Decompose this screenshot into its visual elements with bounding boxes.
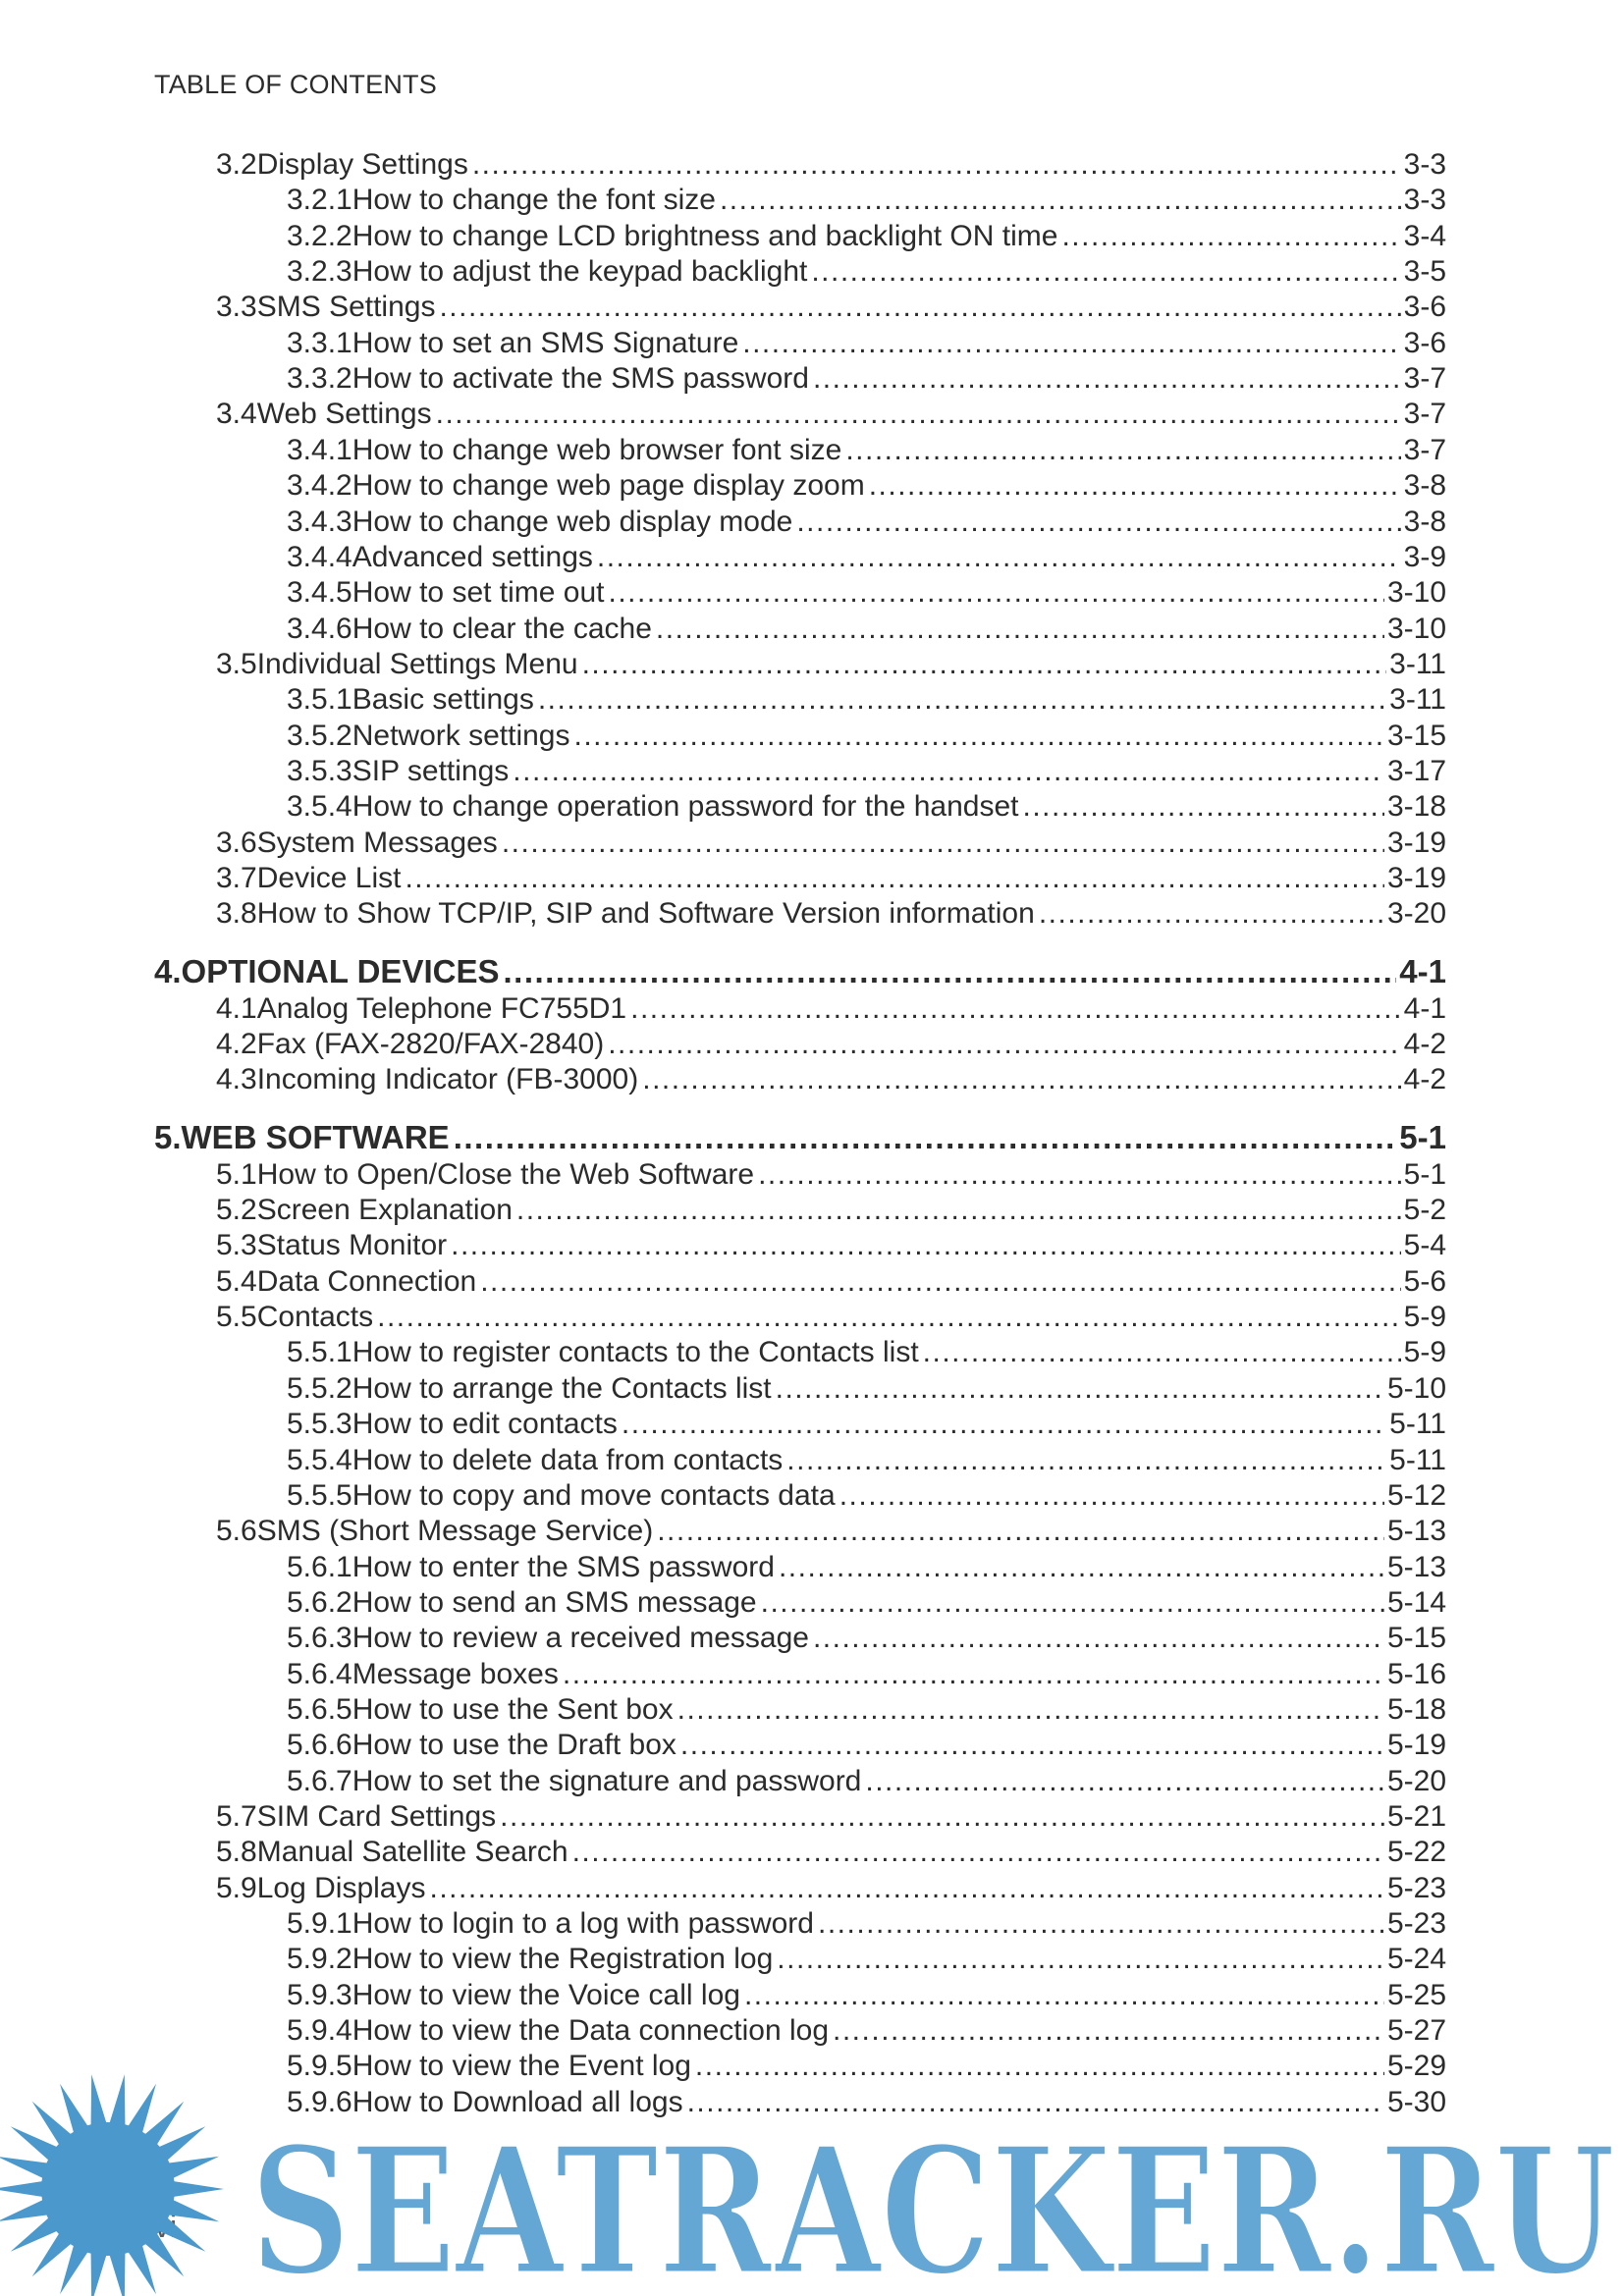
toc-entry-page: 3-9 (1403, 541, 1446, 573)
toc-entry-title: How to change LCD brightness and backlight ON time (352, 220, 1058, 252)
toc-entry-number: 5.9.2 (287, 1943, 352, 1975)
toc-entry-page: 3-3 (1403, 148, 1446, 181)
toc-entry-title: How to adjust the keypad backlight (352, 255, 808, 288)
toc-entry[interactable] (287, 2013, 1446, 2049)
toc-entry-number: 3.5.2 (287, 720, 352, 752)
toc-entry[interactable] (216, 1300, 1446, 1335)
toc-entry-title: How to enter the SMS password (352, 1551, 775, 1583)
toc-leader-dots (480, 1264, 1400, 1300)
toc-entry-page: 3-5 (1403, 255, 1446, 288)
toc-leader-dots (377, 1300, 1401, 1335)
toc-leader-dots (845, 433, 1400, 468)
toc-leader-dots (630, 991, 1401, 1027)
toc-entry[interactable] (216, 1835, 1446, 1870)
toc-entry-title: Message boxes (352, 1658, 559, 1690)
toc-entry[interactable] (287, 254, 1446, 290)
toc-entry[interactable] (287, 1657, 1446, 1692)
toc-entry-title: Manual Satellite Search (256, 1836, 568, 1868)
toc-entry-title: How to edit contacts (352, 1408, 618, 1440)
toc-entry[interactable] (216, 397, 1446, 432)
toc-entry[interactable] (287, 1371, 1446, 1407)
toc-leader-dots (923, 1335, 1401, 1370)
toc-entry-number: 3.2 (216, 148, 257, 181)
toc-entry-page: 5-1 (1403, 1158, 1446, 1191)
toc-leader-dots (833, 2013, 1384, 2049)
toc-entry-title: How to view the Registration log (352, 1943, 774, 1975)
toc-entry[interactable] (287, 1942, 1446, 1977)
toc-leader-dots (869, 468, 1401, 504)
toc-entry-number: 5.5.1 (287, 1336, 352, 1368)
toc-entry-page: 3-8 (1403, 506, 1446, 538)
toc-entry-title: How to activate the SMS password (352, 362, 809, 395)
toc-leader-dots (405, 861, 1384, 896)
toc-entry-title: How to change operation password for the handset (352, 790, 1019, 823)
toc-entry-page: 3-10 (1386, 576, 1446, 609)
toc-entry-page: 5-30 (1386, 2086, 1446, 2118)
toc-leader-dots (1023, 789, 1384, 825)
toc-leader-dots (1039, 896, 1384, 932)
toc-leader-dots (538, 682, 1386, 718)
toc-leader-dots (680, 1728, 1384, 1763)
toc-entry-number: 5.6.1 (287, 1551, 352, 1583)
toc-leader-dots (439, 290, 1400, 325)
toc-entry[interactable] (216, 1062, 1446, 1097)
toc-entry-number: 4.3 (216, 1063, 257, 1095)
toc-entry-title: How to set the signature and password (352, 1765, 862, 1797)
toc-entry[interactable] (216, 290, 1446, 325)
toc-entry-number: 4.2 (216, 1028, 257, 1060)
toc-entry-number: 5.9.5 (287, 2050, 352, 2082)
toc-leader-dots (472, 147, 1401, 183)
toc-entry-page: 5-13 (1386, 1515, 1446, 1547)
toc-entry-title: How to copy and move contacts data (352, 1479, 836, 1512)
toc-entry-number: 5.5.3 (287, 1408, 352, 1440)
toc-leader-dots (454, 1120, 1397, 1155)
toc-entry-title: WEB SOFTWARE (181, 1119, 450, 1155)
toc-entry-number: 3.5.4 (287, 790, 352, 823)
toc-entry-number: 5.6.5 (287, 1693, 352, 1726)
toc-entry-page: 5-2 (1403, 1194, 1446, 1226)
toc-entry-title: Analog Telephone FC755D1 (256, 992, 627, 1025)
toc-entry[interactable] (216, 647, 1446, 682)
toc-entry-page: 3-11 (1389, 648, 1446, 680)
toc-entry-number: 3.6 (216, 827, 257, 859)
toc-entry-page: 5-29 (1386, 2050, 1446, 2082)
toc-entry-number: 3.3 (216, 291, 257, 323)
toc-entry[interactable] (216, 1157, 1446, 1193)
toc-entry-title: How to set an SMS Signature (352, 327, 739, 359)
toc-leader-dots (608, 1027, 1400, 1062)
toc-entry[interactable] (216, 1193, 1446, 1228)
toc-entry-number: 5.6 (216, 1515, 257, 1547)
toc-entry-page: 5-15 (1386, 1622, 1446, 1654)
toc-entry-page: 3-10 (1386, 613, 1446, 645)
toc-entry-page: 3-7 (1403, 398, 1446, 430)
toc-entry-number: 3.4.6 (287, 613, 352, 645)
toc-entry[interactable] (216, 861, 1446, 896)
toc-entry-page: 3-6 (1403, 291, 1446, 323)
toc-entry-title: Advanced settings (352, 541, 593, 573)
toc-leader-dots (572, 1835, 1384, 1870)
toc-entry-number: 5.3 (216, 1229, 257, 1261)
toc-entry-title: How to review a received message (352, 1622, 809, 1654)
toc-entry-title: SIP settings (352, 755, 510, 787)
toc-entry-page: 3-19 (1386, 827, 1446, 859)
toc-entry-number: 5.9.4 (287, 2014, 352, 2047)
toc-entry-page: 5-10 (1386, 1372, 1446, 1405)
toc-entry[interactable] (287, 219, 1446, 254)
toc-entry-number: 5.6.4 (287, 1658, 352, 1690)
toc-leader-dots (786, 1443, 1386, 1478)
toc-entry-title: How to change web browser font size (352, 434, 842, 466)
toc-entry-number: 5.8 (216, 1836, 257, 1868)
toc-entry-number: 3.4.4 (287, 541, 352, 573)
toc-entry-page: 5-25 (1386, 1979, 1446, 2011)
toc-leader-dots (813, 1621, 1384, 1656)
toc-entry-title: Log Displays (256, 1872, 426, 1904)
toc-entry[interactable] (287, 468, 1446, 504)
toc-entry[interactable] (216, 1871, 1446, 1906)
toc-entry-title: Individual Settings Menu (256, 648, 578, 680)
toc-entry-title: How to change web display mode (352, 506, 793, 538)
toc-leader-dots (563, 1657, 1384, 1692)
toc-entry-page: 3-15 (1386, 720, 1446, 752)
toc-leader-dots (516, 1193, 1401, 1228)
toc-entry-number: 5.4 (216, 1265, 257, 1298)
toc-entry-title: How to view the Voice call log (352, 1979, 740, 2011)
toc-entry-number: 5.5.5 (287, 1479, 352, 1512)
toc-leader-dots (742, 326, 1400, 361)
toc-entry-title: How to arrange the Contacts list (352, 1372, 772, 1405)
toc-entry[interactable] (154, 1120, 1446, 1155)
toc-leader-dots (622, 1407, 1386, 1442)
toc-entry-page: 3-20 (1386, 897, 1446, 930)
toc-leader-dots (796, 505, 1400, 540)
toc-entry[interactable] (216, 1264, 1446, 1300)
toc-entry[interactable] (287, 505, 1446, 540)
toc-entry-page: 5-14 (1386, 1586, 1446, 1619)
toc-entry[interactable] (216, 1027, 1446, 1062)
toc-leader-dots (573, 719, 1383, 754)
toc-entry[interactable] (216, 1799, 1446, 1835)
toc-entry-page: 5-22 (1386, 1836, 1446, 1868)
toc-entry[interactable] (216, 1228, 1446, 1263)
toc-entry-page: 5-18 (1386, 1693, 1446, 1726)
toc-entry[interactable] (287, 1978, 1446, 2013)
toc-leader-dots (642, 1062, 1400, 1097)
toc-entry-number: 3.4.3 (287, 506, 352, 538)
toc-entry-page: 3-3 (1403, 184, 1446, 216)
toc-leader-dots (503, 954, 1396, 989)
toc-leader-dots (500, 1799, 1384, 1835)
toc-entry[interactable] (216, 147, 1446, 183)
toc-entry[interactable] (287, 754, 1446, 789)
toc-leader-dots (436, 397, 1401, 432)
toc-entry-number: 5. (154, 1119, 182, 1155)
toc-entry[interactable] (216, 826, 1446, 861)
toc-entry-number: 3.2.1 (287, 184, 352, 216)
toc-entry-number: 3.5.3 (287, 755, 352, 787)
toc-entry-number: 5.5 (216, 1301, 257, 1333)
toc-entry-number: 5.7 (216, 1800, 257, 1833)
toc-entry-number: 3.8 (216, 897, 257, 930)
toc-entry-number: 5.9.6 (287, 2086, 352, 2118)
toc-entry[interactable] (287, 612, 1446, 647)
toc-entry-title: How to use the Draft box (352, 1729, 676, 1761)
toc-entry-page: 3-11 (1389, 683, 1446, 716)
toc-leader-dots (813, 361, 1401, 397)
toc-entry[interactable] (287, 1728, 1446, 1763)
toc-leader-dots (513, 754, 1384, 789)
toc-entry-number: 3.5 (216, 648, 257, 680)
toc-entry-number: 5.6.3 (287, 1622, 352, 1654)
toc-entry[interactable] (287, 789, 1446, 825)
toc-entry-page: 5-11 (1389, 1408, 1446, 1440)
sun-icon (0, 2074, 224, 2296)
toc-entry-title: Contacts (256, 1301, 374, 1333)
toc-entry-page: 4-1 (1403, 992, 1446, 1025)
toc-entry-number: 5.9 (216, 1872, 257, 1904)
watermark (0, 2061, 1623, 2296)
toc-entry-number: 3.2.3 (287, 255, 352, 288)
toc-entry-title: Data Connection (256, 1265, 477, 1298)
toc-entry-page: 5-23 (1386, 1872, 1446, 1904)
toc-entry-page: 5-27 (1386, 2014, 1446, 2047)
toc-entry-title: How to use the Sent box (352, 1693, 674, 1726)
toc-leader-dots (839, 1478, 1384, 1514)
toc-leader-dots (865, 1764, 1384, 1799)
toc-entry-page: 3-7 (1403, 434, 1446, 466)
toc-leader-dots (776, 1371, 1384, 1407)
toc-entry-title: How to Download all logs (352, 2086, 683, 2118)
toc-leader-dots (597, 540, 1401, 575)
toc-entry-title: How to delete data from contacts (352, 1444, 784, 1476)
toc-entry[interactable] (287, 719, 1446, 754)
toc-entry-title: How to change web page display zoom (352, 469, 865, 502)
toc-entry[interactable] (287, 1692, 1446, 1728)
toc-entry[interactable] (287, 361, 1446, 397)
toc-entry-page: 5-1 (1399, 1119, 1446, 1155)
toc-entry-page: 5-6 (1403, 1265, 1446, 1298)
toc-entry-page: 5-19 (1386, 1729, 1446, 1761)
toc-entry-page: 3-6 (1403, 327, 1446, 359)
toc-leader-dots (720, 183, 1401, 218)
toc-entry-number: 3.4.1 (287, 434, 352, 466)
toc-entry-page: 5-11 (1389, 1444, 1446, 1476)
watermark-text: SEATRACKER.RU (250, 2109, 1615, 2296)
toc-entry-title: Basic settings (352, 683, 534, 716)
toc-entry-page: 5-9 (1403, 1336, 1446, 1368)
toc-entry-number: 5.5.2 (287, 1372, 352, 1405)
toc-entry-page: 5-20 (1386, 1765, 1446, 1797)
toc-entry-title: Fax (FAX-2820/FAX-2840) (256, 1028, 605, 1060)
toc-leader-dots (1061, 219, 1400, 254)
toc-entry-page: 5-9 (1403, 1301, 1446, 1333)
toc-entry-page: 5-21 (1386, 1800, 1446, 1833)
toc-entry[interactable] (287, 1335, 1446, 1370)
toc-entry-number: 4. (154, 953, 182, 989)
toc-entry-page: 4-2 (1403, 1063, 1446, 1095)
toc-entry-title: How to login to a log with password (352, 1907, 814, 1940)
toc-leader-dots (429, 1871, 1383, 1906)
toc-entry-number: 3.4 (216, 398, 257, 430)
toc-entry[interactable] (154, 954, 1446, 989)
toc-entry-page: 3-19 (1386, 862, 1446, 894)
toc-entry-page: 5-16 (1386, 1658, 1446, 1690)
toc-entry[interactable] (287, 1906, 1446, 1942)
toc-leader-dots (609, 575, 1384, 611)
toc-entry[interactable] (287, 1621, 1446, 1656)
toc-leader-dots (677, 1692, 1384, 1728)
toc-entry-number: 5.6.2 (287, 1586, 352, 1619)
toc-entry-number: 3.4.5 (287, 576, 352, 609)
toc-entry-number: 5.5.4 (287, 1444, 352, 1476)
toc-entry-number: 4.1 (216, 992, 257, 1025)
toc-entry[interactable] (216, 991, 1446, 1027)
toc-entry[interactable] (287, 326, 1446, 361)
toc-entry-page: 4-1 (1399, 953, 1446, 989)
toc-entry-title: Screen Explanation (256, 1194, 513, 1226)
toc-entry-page: 3-8 (1403, 469, 1446, 502)
toc-entry-number: 3.4.2 (287, 469, 352, 502)
toc-entry-title: Incoming Indicator (FB-3000) (256, 1063, 639, 1095)
toc-entry-title: How to clear the cache (352, 613, 652, 645)
toc-entry-title: How to view the Data connection log (352, 2014, 830, 2047)
toc-entry[interactable] (287, 1443, 1446, 1478)
toc-entry-title: OPTIONAL DEVICES (181, 953, 500, 989)
toc-entry-page: 5-13 (1386, 1551, 1446, 1583)
toc-entry-number: 3.2.2 (287, 220, 352, 252)
toc-entry-number: 5.1 (216, 1158, 257, 1191)
toc-entry-title: How to send an SMS message (352, 1586, 757, 1619)
toc-entry-title: How to register contacts to the Contacts list (352, 1336, 919, 1368)
toc-entry-page: 5-24 (1386, 1943, 1446, 1975)
toc-leader-dots (656, 612, 1384, 647)
toc-leader-dots (502, 826, 1384, 861)
toc-entry[interactable] (287, 682, 1446, 718)
running-header: TABLE OF CONTENTS (154, 70, 437, 99)
toc-entry-page: 5-12 (1386, 1479, 1446, 1512)
toc-entry-title: System Messages (256, 827, 498, 859)
toc-entry[interactable] (287, 1585, 1446, 1621)
toc-leader-dots (758, 1157, 1401, 1193)
toc-entry[interactable] (287, 1550, 1446, 1585)
toc-entry-title: Network settings (352, 720, 570, 752)
toc-entry-title: How to change the font size (352, 184, 716, 216)
toc-leader-dots (811, 254, 1400, 290)
toc-entry-page: 5-4 (1403, 1229, 1446, 1261)
toc-entry-number: 3.5.1 (287, 683, 352, 716)
toc-entry[interactable] (287, 1764, 1446, 1799)
toc-entry-page: 3-17 (1386, 755, 1446, 787)
toc-entry-title: Status Monitor (256, 1229, 448, 1261)
toc-entry-title: SMS Settings (256, 291, 436, 323)
toc-entry[interactable] (216, 896, 1446, 932)
toc-entry-number: 5.2 (216, 1194, 257, 1226)
toc-entry[interactable] (287, 183, 1446, 218)
toc-leader-dots (779, 1550, 1384, 1585)
toc-entry-title: How to set time out (352, 576, 605, 609)
toc-leader-dots (451, 1228, 1401, 1263)
toc-leader-dots (657, 1514, 1384, 1549)
toc-entry-page: 3-18 (1386, 790, 1446, 823)
toc-entry-page: 3-4 (1403, 220, 1446, 252)
toc-entry-title: How to Open/Close the Web Software (256, 1158, 755, 1191)
toc-entry-page: 5-23 (1386, 1907, 1446, 1940)
toc-entry-number: 5.9.3 (287, 1979, 352, 2011)
toc-entry-title: SIM Card Settings (256, 1800, 497, 1833)
toc-entry[interactable] (287, 1478, 1446, 1514)
toc-entry-title: How to Show TCP/IP, SIP and Software Version information (256, 897, 1035, 930)
toc-leader-dots (582, 647, 1387, 682)
toc-leader-dots (744, 1978, 1384, 2013)
toc-leader-dots (777, 1942, 1384, 1977)
toc-entry-page: 4-2 (1403, 1028, 1446, 1060)
toc-entry-number: 5.9.1 (287, 1907, 352, 1940)
toc-entry-title: SMS (Short Message Service) (256, 1515, 654, 1547)
toc-entry[interactable] (287, 433, 1446, 468)
toc-entry[interactable] (287, 1407, 1446, 1442)
toc-entry-number: 5.6.7 (287, 1765, 352, 1797)
toc-entry[interactable] (216, 1514, 1446, 1549)
toc-entry-title: How to view the Event log (352, 2050, 691, 2082)
toc-entry-number: 5.6.6 (287, 1729, 352, 1761)
toc-entry-number: 3.3.2 (287, 362, 352, 395)
toc-entry-title: Display Settings (256, 148, 468, 181)
toc-leader-dots (761, 1585, 1384, 1621)
toc-entry-page: 3-7 (1403, 362, 1446, 395)
toc-entry-number: 3.7 (216, 862, 257, 894)
toc-entry[interactable] (287, 575, 1446, 611)
toc-leader-dots (818, 1906, 1384, 1942)
toc-entry[interactable] (287, 540, 1446, 575)
toc-entry-title: Web Settings (256, 398, 432, 430)
toc-entry-number: 3.3.1 (287, 327, 352, 359)
toc-entry-title: Device List (256, 862, 402, 894)
